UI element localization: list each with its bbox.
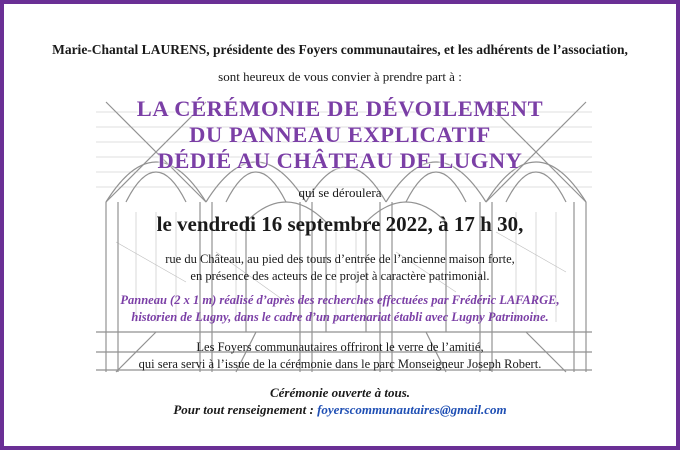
- title-line-1: LA CÉRÉMONIE DE DÉVOILEMENT: [136, 96, 544, 121]
- location-line-1: rue du Château, au pied des tours d’entrée de l’ancienne maison forte,: [165, 252, 515, 266]
- title-line-3: DÉDIÉ AU CHÂTEAU DE LUGNY: [157, 148, 523, 173]
- contact-email-link[interactable]: foyerscommunautaires@gmail.com: [317, 402, 507, 417]
- subtitle: qui se déroulera: [298, 185, 382, 200]
- panel-line-2: historien de Lugny, dans le cadre d’un partenariat établi avec Lugny Patrimoine.: [131, 310, 549, 324]
- event-date: le vendredi 16 septembre 2022, à 17 h 30,: [156, 212, 524, 236]
- contact-line: [4, 402, 676, 418]
- location-line-2: en présence des acteurs de ce projet à caractère patrimonial.: [190, 269, 490, 283]
- drink-line-2: qui sera servi à l’issue de la cérémonie dans le parc Monseigneur Joseph Robert.: [138, 357, 542, 371]
- contact-label: Pour tout renseignement :: [173, 402, 314, 417]
- drink-line-1: Les Foyers communautaires offriront le verre de l’amitié,: [196, 340, 484, 354]
- invitation-text: [4, 4, 676, 446]
- invite-line: sont heureux de vous convier à prendre part à :: [218, 69, 462, 84]
- host-line: Marie-Chantal LAURENS, présidente des Foyers communautaires, et les adhérents de l’association,: [52, 42, 628, 57]
- open-to-all: Cérémonie ouverte à tous.: [269, 385, 411, 400]
- panel-line-1: Panneau (2 x 1 m) réalisé d’après des recherches effectuées par Frédéric LAFARGE,: [120, 293, 560, 307]
- title-line-2: DU PANNEAU EXPLICATIF: [189, 122, 491, 147]
